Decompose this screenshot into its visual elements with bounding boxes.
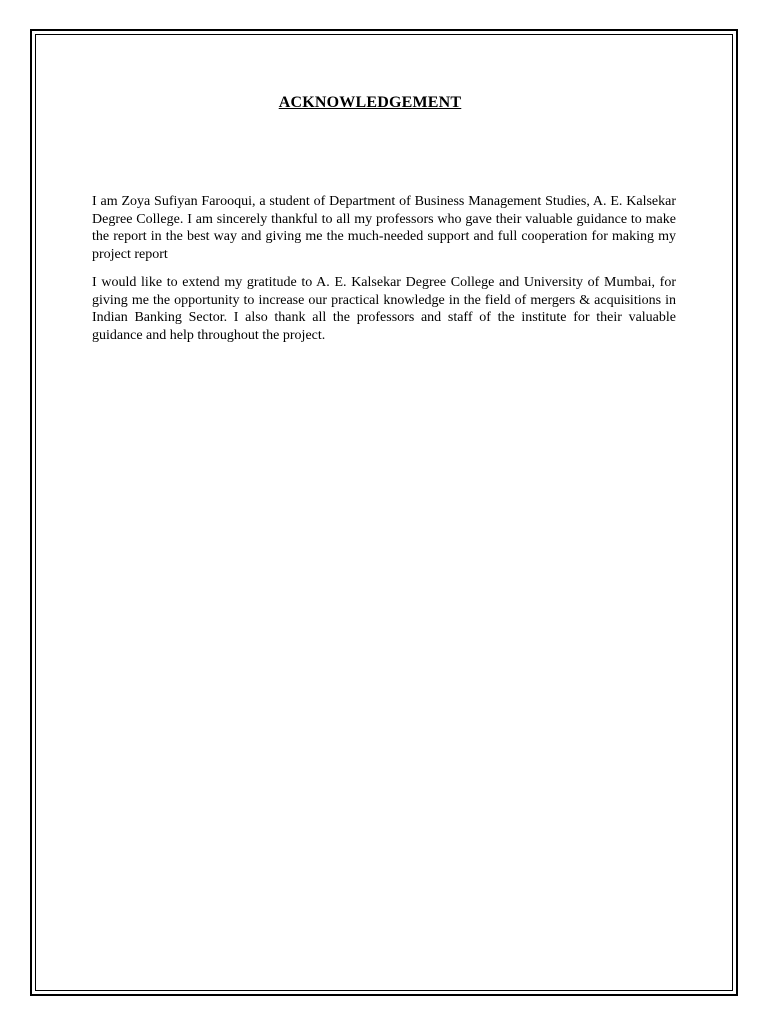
page-title: ACKNOWLEDGEMENT <box>278 94 462 111</box>
page-border-inner <box>35 34 733 991</box>
paragraph-introduction: I am Zoya Sufiyan Farooqui, a student of Department of Business Management Studies, A. E. Kalsekar Degree College. I am sincerely thankful to all my professors who gave their valuable guidance to make the report in the best way and giving me the much-needed support and full cooperation for making my project report <box>92 194 676 262</box>
acknowledgement-body <box>92 193 676 355</box>
paragraph-gratitude: I would like to extend my gratitude to A. E. Kalsekar Degree College and University of Mumbai, for giving me the opportunity to increase our practical knowledge in the field of mergers & acquisitions in Indian Banking Sector. I also thank all the professors and staff of the institute for their valuable guidance and help throughout the project. <box>92 275 676 343</box>
